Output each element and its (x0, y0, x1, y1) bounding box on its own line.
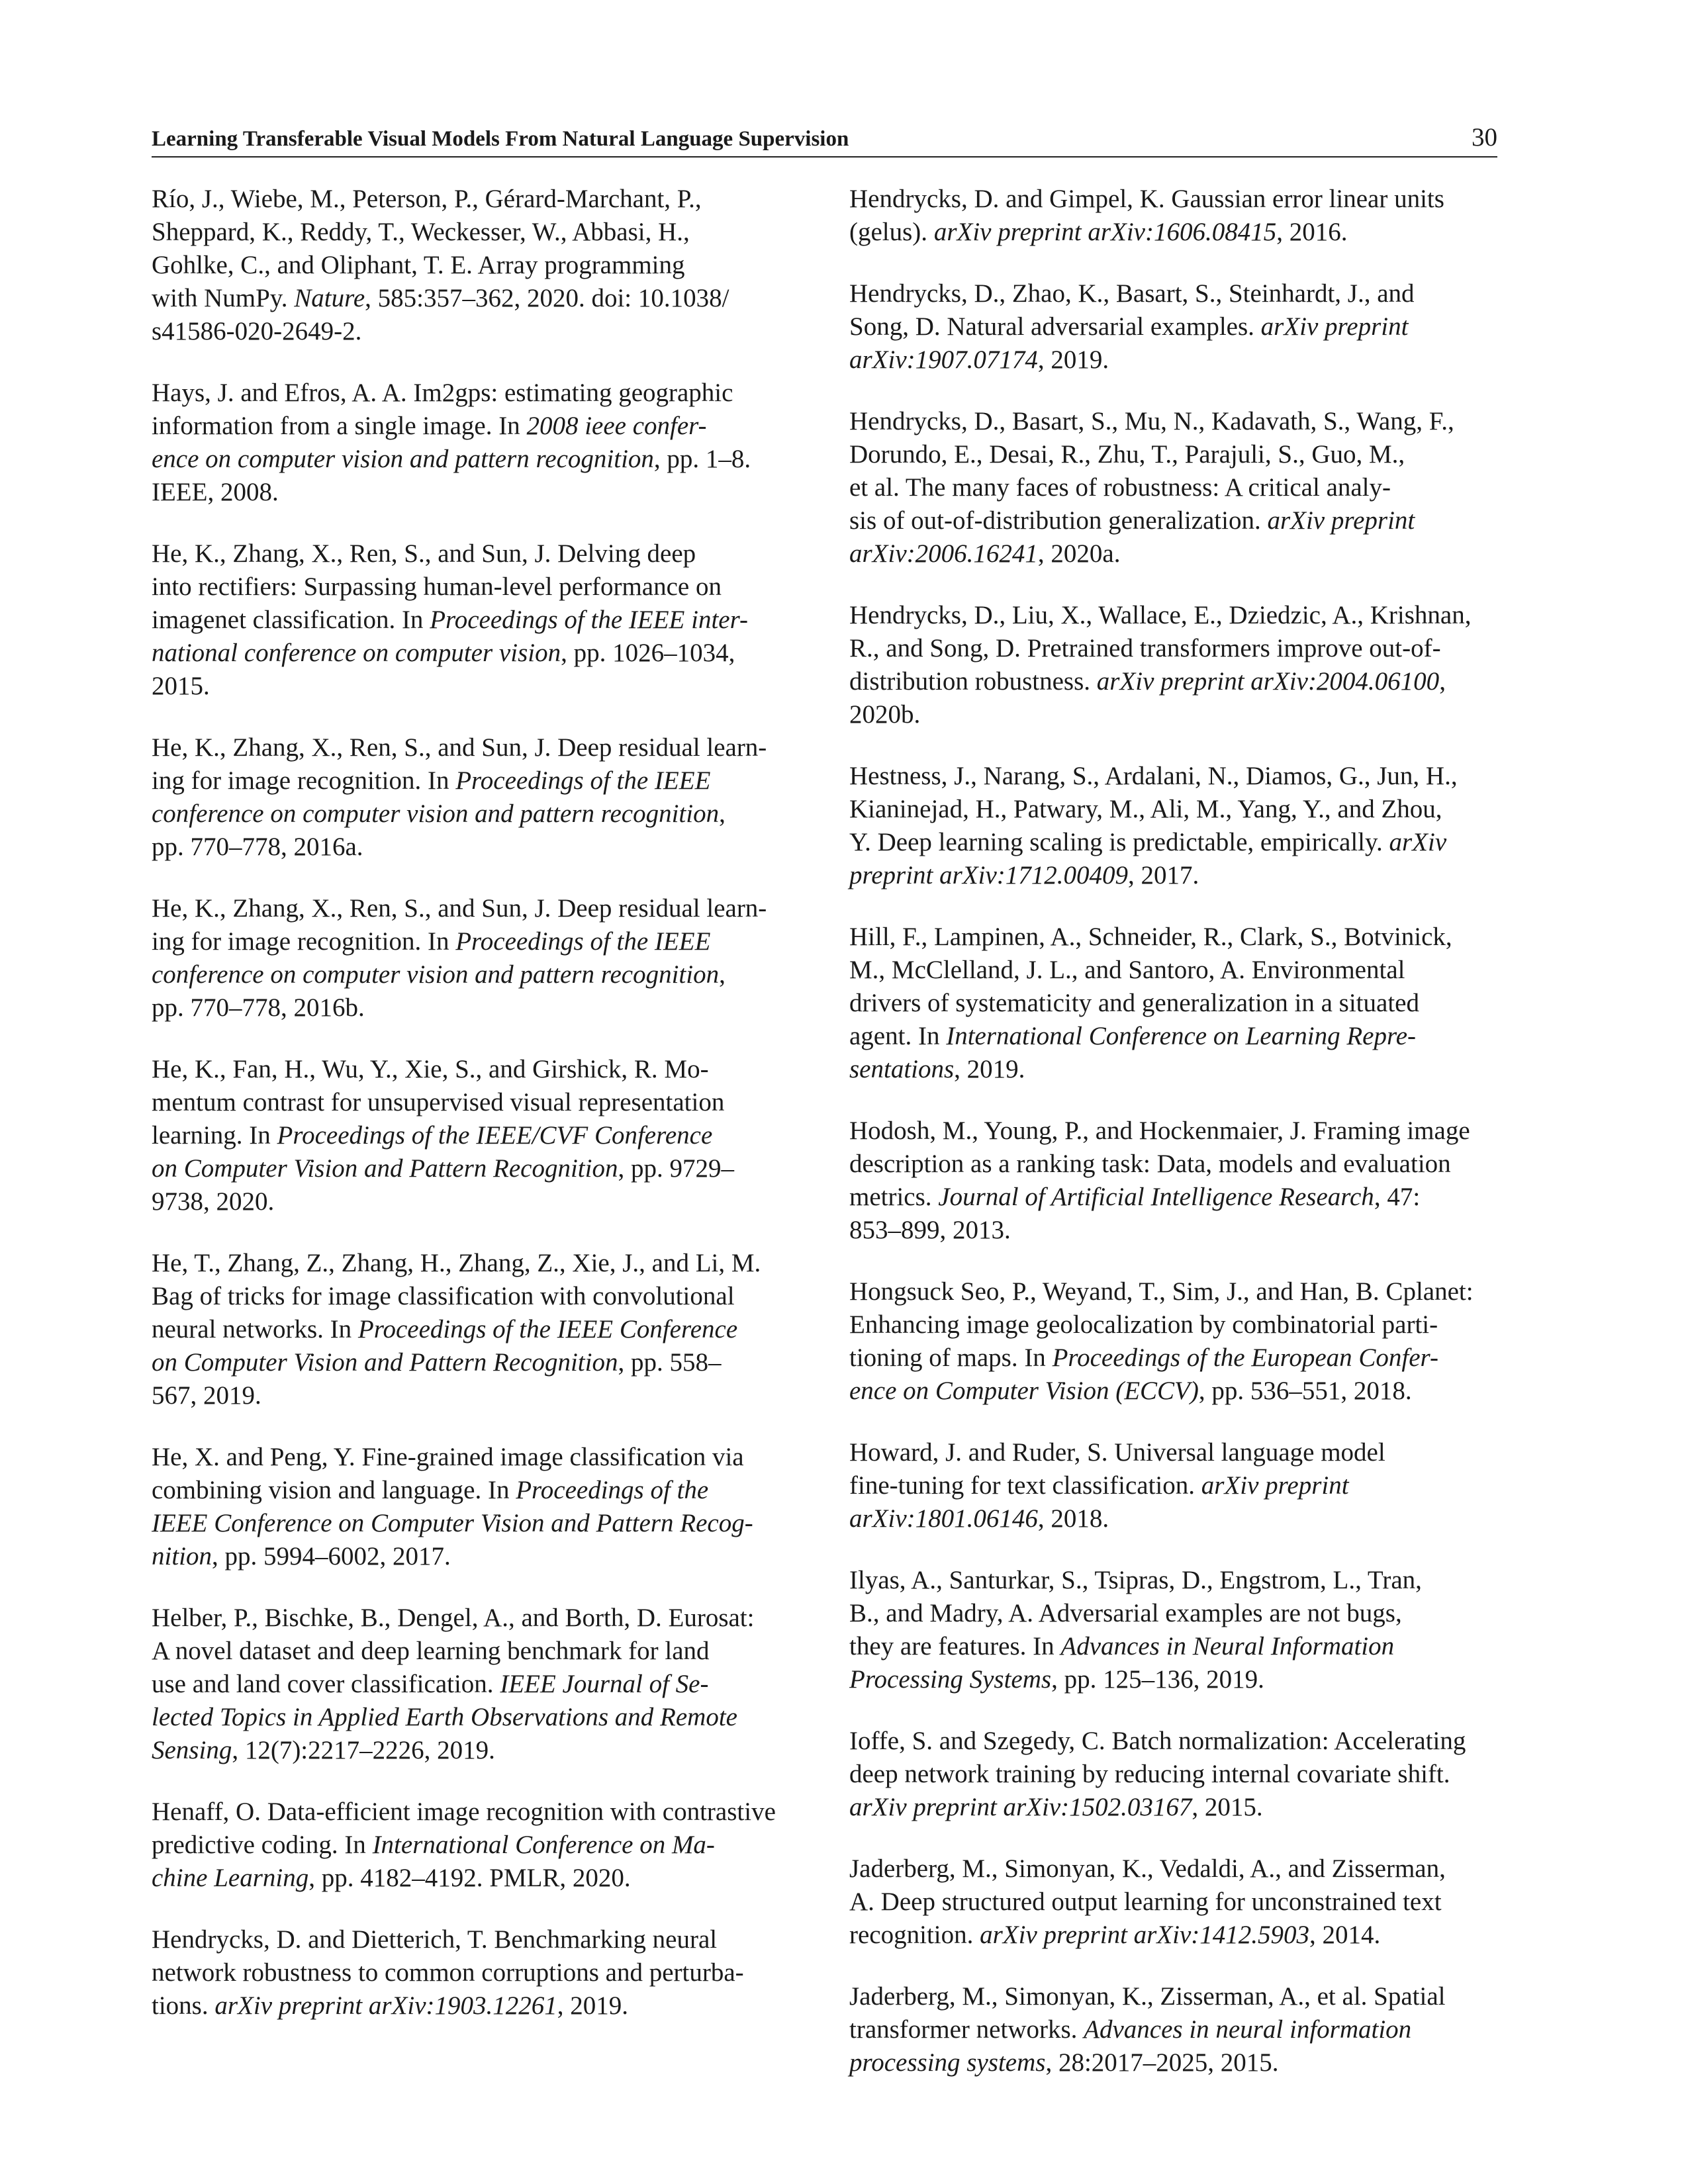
reference-venue-text: arXiv preprint arXiv:1412.5903 (980, 1921, 1310, 1949)
reference-venue-text: arXiv preprint arXiv:1606.08415 (933, 218, 1277, 246)
reference-text: He, K., Zhang, X., Ren, S., and Sun, J. Delving deep (152, 539, 696, 568)
reference-line (152, 1734, 795, 1767)
reference-line (849, 2046, 1498, 2079)
reference-line (849, 1436, 1498, 1469)
reference-line (849, 826, 1498, 859)
reference-entry (849, 1725, 1498, 1824)
reference-text: into rectifiers: Surpassing human-level performance on (152, 572, 722, 601)
reference-venue-text: ence on Computer Vision (ECCV) (849, 1377, 1199, 1405)
reference-venue-text: arXiv:2006.16241 (849, 539, 1038, 568)
reference-line (849, 1791, 1498, 1824)
reference-line (152, 797, 795, 831)
reference-venue-text: arXiv:1907.07174 (849, 345, 1038, 374)
reference-line (849, 1630, 1498, 1663)
reference-line (849, 438, 1498, 471)
reference-line (152, 1635, 795, 1668)
reference-entry (152, 183, 795, 348)
reference-venue-text: arXiv preprint (1260, 312, 1409, 341)
reference-line (152, 1119, 795, 1152)
reference-venue-text: sentations (849, 1055, 955, 1083)
reference-line (849, 698, 1498, 731)
reference-text: predictive coding. In (152, 1831, 373, 1859)
reference-entry (849, 1115, 1498, 1247)
reference-text: , 2019. (1037, 345, 1109, 374)
reference-line (152, 1474, 795, 1507)
reference-venue-text: Advances in neural information (1084, 2015, 1412, 2044)
reference-text: s41586-020-2649-2. (152, 317, 362, 345)
reference-text: Hill, F., Lampinen, A., Schneider, R., Clark, S., Botvinick, (849, 923, 1452, 951)
reference-text: combining vision and language. In (152, 1476, 516, 1504)
reference-text: , (719, 799, 726, 828)
reference-entry (152, 537, 795, 703)
reference-venue-text: Nature (294, 284, 365, 312)
reference-text: A. Deep structured output learning for unconstrained text (849, 1888, 1442, 1916)
reference-venue-text: arXiv preprint (1201, 1471, 1349, 1500)
reference-text: , 585:357–362, 2020. doi: 10.1038/ (365, 284, 729, 312)
reference-venue-text: Advances in Neural Information (1060, 1632, 1395, 1661)
reference-text: with NumPy. (152, 284, 295, 312)
reference-venue-text: ence on computer vision and pattern recognition (152, 445, 654, 473)
reference-text: use and land cover classification. (152, 1670, 500, 1698)
reference-text: Kianinejad, H., Patwary, M., Ali, M., Yang, Y., and Zhou, (849, 795, 1442, 823)
reference-text: , pp. 1026–1034, (561, 639, 735, 667)
reference-text: , pp. 536–551, 2018. (1198, 1377, 1412, 1405)
reference-text: 567, 2019. (152, 1381, 261, 1410)
reference-line (152, 443, 795, 476)
reference-text: He, T., Zhang, Z., Zhang, H., Zhang, Z., Xie, J., and Li, M. (152, 1249, 761, 1277)
reference-line (849, 405, 1498, 438)
reference-text: 853–899, 2013. (849, 1216, 1011, 1244)
reference-line (152, 377, 795, 410)
reference-venue-text: arXiv preprint arXiv:1502.03167 (849, 1793, 1192, 1821)
reference-line (849, 954, 1498, 987)
reference-text: 2015. (152, 672, 210, 700)
reference-line (152, 764, 795, 797)
reference-entry (152, 1247, 795, 1412)
reference-venue-text: Journal of Artificial Intelligence Research (938, 1183, 1374, 1211)
reference-line (152, 1185, 795, 1218)
reference-text: , (1439, 667, 1446, 696)
reference-venue-text: arXiv:1801.06146 (849, 1504, 1038, 1533)
reference-venue-text: arXiv preprint arXiv:2004.06100 (1096, 667, 1440, 696)
reference-text: , 2019. (954, 1055, 1025, 1083)
reference-text: fine-tuning for text classification. (849, 1471, 1201, 1500)
reference-venue-text: on Computer Vision and Pattern Recognition (152, 1348, 618, 1377)
reference-line (849, 1020, 1498, 1053)
reference-line (152, 1602, 795, 1635)
reference-venue-text: conference on computer vision and pattern recognition (152, 960, 720, 989)
reference-text: (gelus). (849, 218, 934, 246)
reference-entry (849, 1852, 1498, 1952)
reference-text: description as a ranking task: Data, models and evaluation (849, 1150, 1451, 1178)
reference-line (849, 1214, 1498, 1247)
reference-entry (152, 1796, 795, 1895)
reference-line (849, 310, 1498, 343)
reference-line (152, 1540, 795, 1573)
reference-line (152, 1053, 795, 1086)
reference-venue-text: arXiv preprint (1267, 506, 1415, 535)
reference-text: , 12(7):2217–2226, 2019. (232, 1736, 495, 1764)
reference-entry (849, 599, 1498, 731)
reference-entry (849, 183, 1498, 249)
reference-venue-text: Proceedings of the IEEE/CVF Conference (277, 1121, 713, 1150)
reference-text: , (719, 960, 726, 989)
reference-venue-text: Proceedings of the European Confer- (1052, 1343, 1438, 1372)
reference-venue-text: on Computer Vision and Pattern Recognition (152, 1154, 618, 1183)
reference-text: recognition. (849, 1921, 980, 1949)
reference-line (849, 599, 1498, 632)
reference-venue-text: Sensing (152, 1736, 232, 1764)
reference-entry (152, 731, 795, 864)
reference-line (849, 1148, 1498, 1181)
reference-entry (849, 921, 1498, 1086)
reference-line (152, 1247, 795, 1280)
reference-text: Howard, J. and Ruder, S. Universal language model (849, 1438, 1385, 1467)
reference-text: M., McClelland, J. L., and Santoro, A. Environmental (849, 956, 1405, 984)
reference-entry (849, 760, 1498, 892)
reference-line (849, 537, 1498, 570)
reference-venue-text: chine Learning (152, 1864, 309, 1892)
reference-line (152, 282, 795, 315)
reference-text: Jaderberg, M., Simonyan, K., Vedaldi, A., and Zisserman, (849, 1854, 1446, 1883)
reference-entry (849, 1436, 1498, 1535)
reference-entry (152, 1441, 795, 1573)
reference-text: mentum contrast for unsupervised visual representation (152, 1088, 725, 1116)
reference-venue-text: IEEE Conference on Computer Vision and Pattern Recog- (152, 1509, 753, 1537)
reference-text: He, K., Zhang, X., Ren, S., and Sun, J. Deep residual learn- (152, 894, 767, 923)
reference-venue-text: lected Topics in Applied Earth Observations and Remote (152, 1703, 737, 1731)
reference-line (152, 216, 795, 249)
reference-text: Hestness, J., Narang, S., Ardalani, N., Diamos, G., Jun, H., (849, 762, 1458, 790)
reference-text: Henaff, O. Data-efficient image recognition with contrastive (152, 1797, 776, 1826)
reference-entry (152, 1053, 795, 1218)
reference-text: Sheppard, K., Reddy, T., Weckesser, W., Abbasi, H., (152, 218, 690, 246)
reference-line (152, 1280, 795, 1313)
reference-line (849, 1758, 1498, 1791)
reference-text: , pp. 4182–4192. PMLR, 2020. (308, 1864, 631, 1892)
reference-line (849, 1053, 1498, 1086)
reference-venue-text: nition (152, 1542, 212, 1570)
reference-text: , pp. 558– (618, 1348, 722, 1377)
reference-line (152, 1989, 795, 2023)
reference-entry (849, 1275, 1498, 1408)
reference-line (152, 476, 795, 509)
reference-text: Hendrycks, D. and Dietterich, T. Benchmarking neural (152, 1925, 718, 1954)
reference-venue-text: conference on computer vision and pattern recognition (152, 799, 720, 828)
reference-line (849, 277, 1498, 310)
reference-line (849, 921, 1498, 954)
reference-text: , 2017. (1128, 861, 1199, 889)
reference-text: IEEE, 2008. (152, 478, 279, 506)
right-column (849, 183, 1498, 2108)
reference-text: B., and Madry, A. Adversarial examples are not bugs, (849, 1599, 1402, 1627)
reference-line (152, 537, 795, 570)
reference-text: Bag of tricks for image classification with convolutional (152, 1282, 735, 1310)
reference-text: , pp. 5994–6002, 2017. (212, 1542, 451, 1570)
reference-text: Gohlke, C., and Oliphant, T. E. Array programming (152, 251, 685, 279)
reference-entry (849, 1564, 1498, 1696)
left-column (152, 183, 795, 2051)
reference-entry (152, 1602, 795, 1767)
reference-venue-text: Proceedings of the (516, 1476, 709, 1504)
reference-entry (849, 405, 1498, 570)
reference-venue-text: International Conference on Ma- (372, 1831, 715, 1859)
reference-line (152, 183, 795, 216)
reference-text: they are features. In (849, 1632, 1061, 1661)
reference-line (849, 793, 1498, 826)
reference-venue-text: arXiv (1389, 828, 1447, 856)
reference-line (849, 2013, 1498, 2046)
reference-text: Ilyas, A., Santurkar, S., Tsipras, D., Engstrom, L., Tran, (849, 1566, 1422, 1594)
reference-text: 9738, 2020. (152, 1187, 275, 1216)
reference-line (152, 1668, 795, 1701)
reference-line (152, 1441, 795, 1474)
reference-line (152, 731, 795, 764)
reference-line (849, 183, 1498, 216)
reference-text: pp. 770–778, 2016a. (152, 833, 363, 861)
reference-text: metrics. (849, 1183, 939, 1211)
reference-venue-text: national conference on computer vision (152, 639, 561, 667)
reference-text: Río, J., Wiebe, M., Peterson, P., Gérard-Marchant, P., (152, 185, 702, 213)
reference-line (152, 637, 795, 670)
reference-entry (152, 377, 795, 509)
reference-text: Ioffe, S. and Szegedy, C. Batch normalization: Accelerating (849, 1727, 1466, 1755)
reference-line (849, 1663, 1498, 1696)
reference-line (152, 604, 795, 637)
reference-line (849, 632, 1498, 665)
reference-line (152, 1796, 795, 1829)
reference-text: pp. 770–778, 2016b. (152, 993, 365, 1022)
reference-line (849, 1502, 1498, 1535)
reference-text: , pp. 1–8. (653, 445, 751, 473)
reference-line (152, 1152, 795, 1185)
reference-line (152, 958, 795, 991)
reference-line (152, 892, 795, 925)
reference-line (152, 1313, 795, 1346)
reference-text: distribution robustness. (849, 667, 1097, 696)
reference-text: tions. (152, 1991, 215, 2020)
reference-text: , 47: (1374, 1183, 1421, 1211)
reference-line (152, 1086, 795, 1119)
reference-line (849, 1564, 1498, 1597)
reference-line (152, 315, 795, 348)
reference-text: , 2019. (557, 1991, 629, 2020)
reference-line (152, 1507, 795, 1540)
reference-line (849, 859, 1498, 892)
reference-venue-text: IEEE Journal of Se- (500, 1670, 709, 1698)
reference-text: ing for image recognition. In (152, 927, 456, 956)
reference-text: He, X. and Peng, Y. Fine-grained image classification via (152, 1443, 744, 1471)
reference-entry (152, 892, 795, 1024)
reference-line (849, 1275, 1498, 1308)
reference-line (152, 1701, 795, 1734)
reference-line (849, 1375, 1498, 1408)
reference-line (152, 570, 795, 604)
reference-venue-text: International Conference on Learning Repre- (946, 1022, 1417, 1050)
reference-text: drivers of systematicity and generalization in a situated (849, 989, 1419, 1017)
reference-line (152, 1923, 795, 1956)
reference-venue-text: Processing Systems (849, 1665, 1052, 1694)
running-header (152, 123, 1497, 158)
reference-text: Song, D. Natural adversarial examples. (849, 312, 1261, 341)
reference-line (152, 1379, 795, 1412)
reference-venue-text: Proceedings of the IEEE (455, 766, 711, 795)
reference-text: Hays, J. and Efros, A. A. Im2gps: estimating geographic (152, 379, 733, 407)
reference-text: , 2020a. (1037, 539, 1121, 568)
reference-text: , 2015. (1192, 1793, 1263, 1821)
reference-line (849, 665, 1498, 698)
reference-line (849, 1725, 1498, 1758)
reference-line (849, 1115, 1498, 1148)
reference-line (849, 760, 1498, 793)
reference-line (152, 249, 795, 282)
reference-venue-text: arXiv preprint arXiv:1903.12261 (214, 1991, 557, 2020)
reference-text: 2020b. (849, 700, 921, 729)
reference-line (152, 1829, 795, 1862)
page-number: 30 (1472, 123, 1497, 152)
reference-line (849, 504, 1498, 537)
reference-text: , pp. 125–136, 2019. (1051, 1665, 1264, 1694)
reference-text: , 2018. (1037, 1504, 1109, 1533)
reference-text: agent. In (849, 1022, 947, 1050)
reference-text: R., and Song, D. Pretrained transformers improve out-of- (849, 634, 1441, 662)
reference-venue-text: preprint arXiv:1712.00409 (849, 861, 1129, 889)
reference-text: , 2016. (1276, 218, 1348, 246)
reference-line (849, 216, 1498, 249)
reference-line (849, 1919, 1498, 1952)
reference-text: learning. In (152, 1121, 277, 1150)
reference-text: Hongsuck Seo, P., Weyand, T., Sim, J., and Han, B. Cplanet: (849, 1277, 1474, 1306)
reference-line (849, 1181, 1498, 1214)
reference-line (849, 1342, 1498, 1375)
reference-text: He, K., Fan, H., Wu, Y., Xie, S., and Girshick, R. Mo- (152, 1055, 709, 1083)
reference-text: tioning of maps. In (849, 1343, 1053, 1372)
reference-venue-text: 2008 ieee confer- (526, 412, 707, 440)
reference-text: Jaderberg, M., Simonyan, K., Zisserman, A., et al. Spatial (849, 1982, 1446, 2011)
reference-text: sis of out-of-distribution generalization. (849, 506, 1268, 535)
reference-text: neural networks. In (152, 1315, 358, 1343)
reference-line (152, 991, 795, 1024)
reference-venue-text: Proceedings of the IEEE Conference (357, 1315, 738, 1343)
reference-line (849, 1852, 1498, 1886)
reference-venue-text: Proceedings of the IEEE (455, 927, 711, 956)
reference-text: deep network training by reducing internal covariate shift. (849, 1760, 1450, 1788)
reference-entry (152, 1923, 795, 2023)
reference-text: et al. The many faces of robustness: A critical analy- (849, 473, 1391, 502)
reference-text: , pp. 9729– (618, 1154, 734, 1183)
reference-text: network robustness to common corruptions and perturba- (152, 1958, 744, 1987)
reference-line (849, 1308, 1498, 1342)
reference-text: ing for image recognition. In (152, 766, 456, 795)
reference-line (152, 1956, 795, 1989)
reference-entry (849, 277, 1498, 377)
reference-text: Y. Deep learning scaling is predictable, empirically. (849, 828, 1389, 856)
reference-text: Hendrycks, D., Zhao, K., Basart, S., Steinhardt, J., and (849, 279, 1415, 308)
reference-text: information from a single image. In (152, 412, 527, 440)
reference-text: Hendrycks, D., Basart, S., Mu, N., Kadavath, S., Wang, F., (849, 407, 1454, 435)
reference-text: transformer networks. (849, 2015, 1084, 2044)
reference-line (849, 1886, 1498, 1919)
reference-line (849, 1469, 1498, 1502)
reference-line (849, 1980, 1498, 2013)
reference-line (152, 925, 795, 958)
reference-line (152, 670, 795, 703)
reference-line (849, 987, 1498, 1020)
reference-line (849, 471, 1498, 504)
reference-line (152, 1346, 795, 1379)
reference-line (152, 831, 795, 864)
reference-entry (849, 1980, 1498, 2079)
reference-venue-text: processing systems (849, 2048, 1046, 2077)
reference-text: Hodosh, M., Young, P., and Hockenmaier, J. Framing image (849, 1116, 1470, 1145)
reference-text: Hendrycks, D. and Gimpel, K. Gaussian error linear units (849, 185, 1444, 213)
reference-text: Enhancing image geolocalization by combinatorial parti- (849, 1310, 1438, 1339)
reference-line (152, 410, 795, 443)
reference-text: Dorundo, E., Desai, R., Zhu, T., Parajuli, S., Guo, M., (849, 440, 1405, 469)
reference-text: imagenet classification. In (152, 606, 430, 634)
reference-venue-text: Proceedings of the IEEE inter- (430, 606, 748, 634)
reference-line (152, 1862, 795, 1895)
reference-text: Hendrycks, D., Liu, X., Wallace, E., Dziedzic, A., Krishnan, (849, 601, 1472, 629)
reference-text: Helber, P., Bischke, B., Dengel, A., and Borth, D. Eurosat: (152, 1604, 755, 1632)
reference-text: A novel dataset and deep learning benchmark for land (152, 1637, 710, 1665)
reference-line (849, 343, 1498, 377)
reference-text: , 28:2017–2025, 2015. (1045, 2048, 1279, 2077)
paper-title: Learning Transferable Visual Models From Natural Language Supervision (152, 127, 849, 151)
reference-line (849, 1597, 1498, 1630)
reference-text: He, K., Zhang, X., Ren, S., and Sun, J. Deep residual learn- (152, 733, 767, 762)
reference-text: , 2014. (1309, 1921, 1381, 1949)
